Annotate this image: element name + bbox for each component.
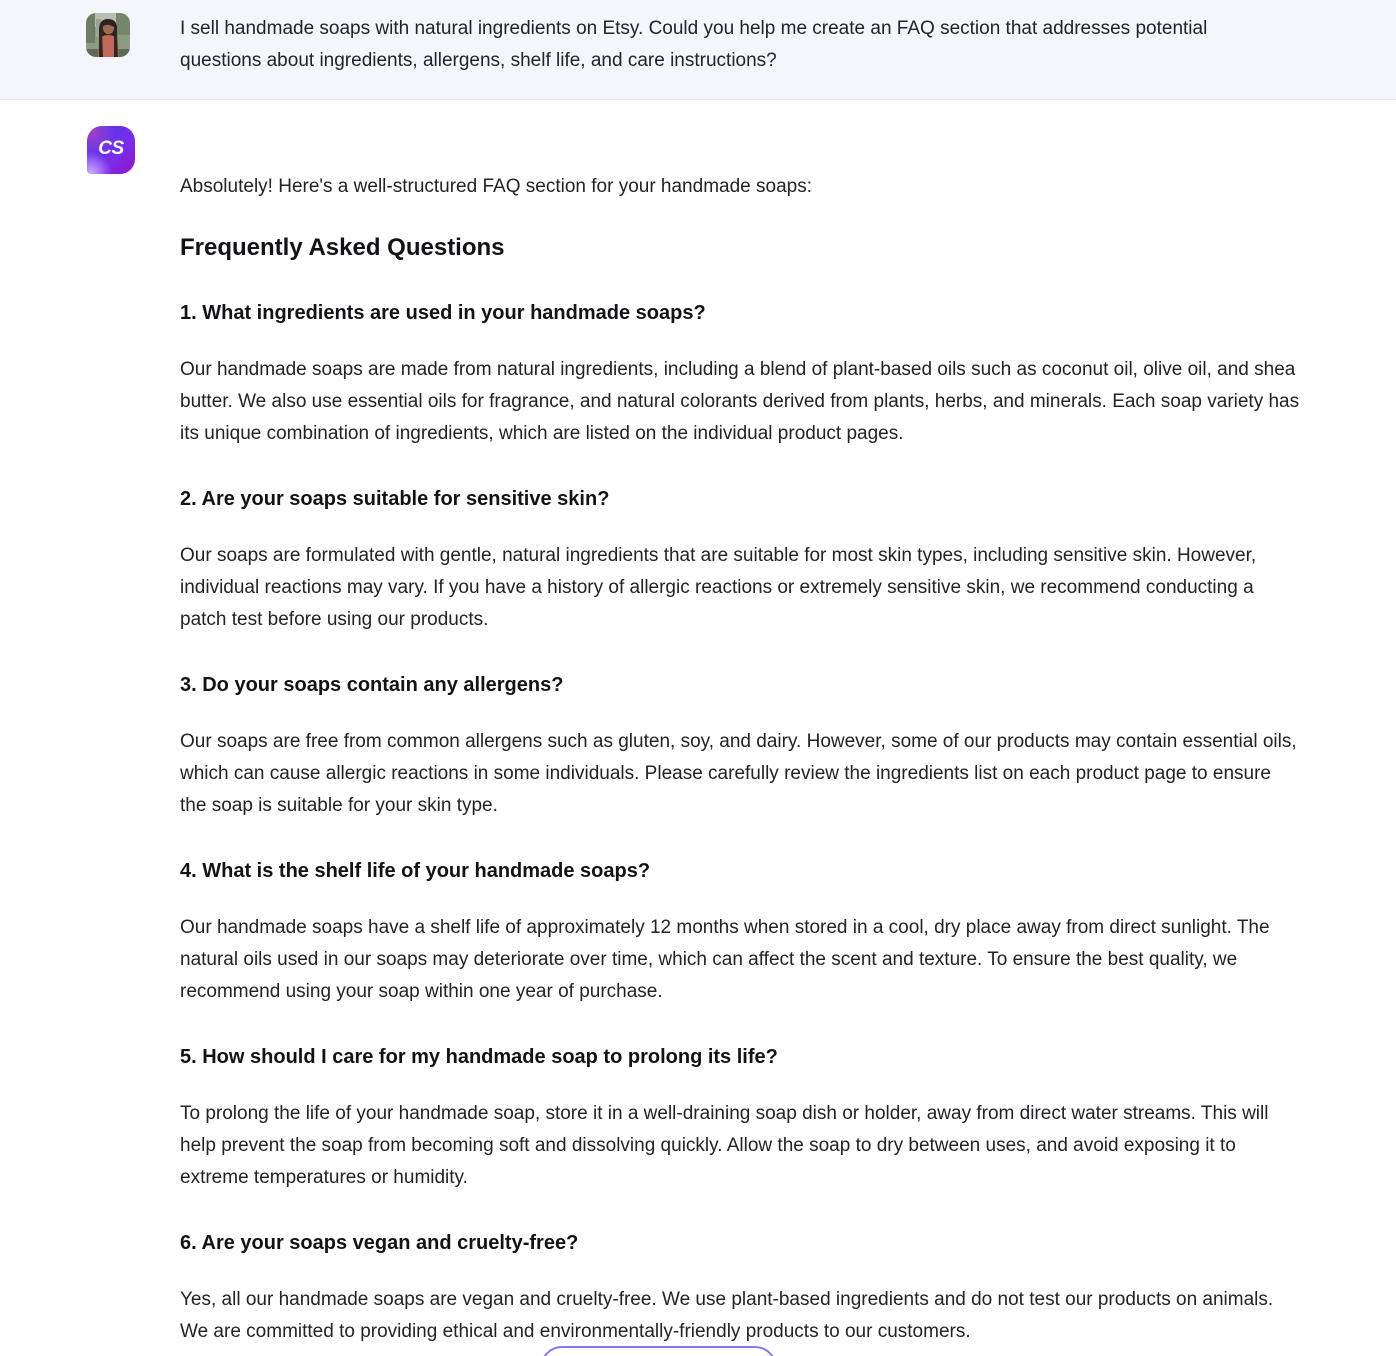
user-message-text: I sell handmade soaps with natural ingredients on Etsy. Could you help me create an FAQ section that addresses potential questions about ingredients, allergens, shelf life, and care instructions? [180,18,1208,71]
cutoff-action-button[interactable] [540,1346,777,1356]
assistant-intro-text: Absolutely! Here's a well-structured FAQ section for your handmade soaps: [180,176,812,197]
user-avatar [86,13,130,57]
faq-answer-5: To prolong the life of your handmade soap, store it in a well-draining soap dish or holder, away from direct water streams. This will help prevent the soap from becoming soft and dissolving quickly. Allow the soap to dry between uses, and avoid exposing it to extreme temperatures or humidity. [180,1103,1269,1188]
chatsonic-logo-icon [87,126,135,174]
faq-question-5: 5. How should I care for my handmade soap to prolong its life? [180,1046,778,1068]
faq-question-1: 1. What ingredients are used in your handmade soaps? [180,302,706,324]
assistant-message-row [0,100,1396,1348]
faq-section-title: Frequently Asked Questions [180,234,505,261]
faq-answer-2: Our soaps are formulated with gentle, natural ingredients that are suitable for most skin types, including sensitive skin. However, individual reactions may vary. If you have a history of allergic reactions or extremely sensitive skin, we recommend conducting a patch test before using our products. [180,545,1257,630]
faq-answer-6: Yes, all our handmade soaps are vegan and cruelty-free. We use plant-based ingredients and do not test our products on animals. We are committed to providing ethical and environmentally-friendly products to our customers. [180,1289,1274,1342]
assistant-message-content [180,126,1300,1348]
faq-question-2: 2. Are your soaps suitable for sensitive skin? [180,488,610,510]
faq-answer-4: Our handmade soaps have a shelf life of approximately 12 months when stored in a cool, dry place away from direct sunlight. The natural oils used in our soaps may deteriorate over time, which can affect the scent and texture. To ensure the best quality, we recommend using your soap within one year of purchase. [180,917,1270,1002]
chatsonic-logo-text: CS [98,138,124,159]
faq-question-6: 6. Are your soaps vegan and cruelty-free? [180,1232,579,1254]
faq-answer-1: Our handmade soaps are made from natural ingredients, including a blend of plant-based oils such as coconut oil, olive oil, and shea butter. We also use essential oils for fragrance, and natural colorants derived from plants, herbs, and minerals. Each soap variety has its unique combination of ingredients, which are listed on the individual product pages. [180,359,1300,444]
user-message-row [0,0,1396,100]
faq-question-4: 4. What is the shelf life of your handmade soaps? [180,860,651,882]
faq-answer-3: Our soaps are free from common allergens such as gluten, soy, and dairy. However, some of our products may contain essential oils, which can cause allergic reactions in some individuals. Please carefully review the ingredients list on each product page to ensure the soap is suitable for your skin type. [180,731,1297,816]
faq-question-3: 3. Do your soaps contain any allergens? [180,674,564,696]
